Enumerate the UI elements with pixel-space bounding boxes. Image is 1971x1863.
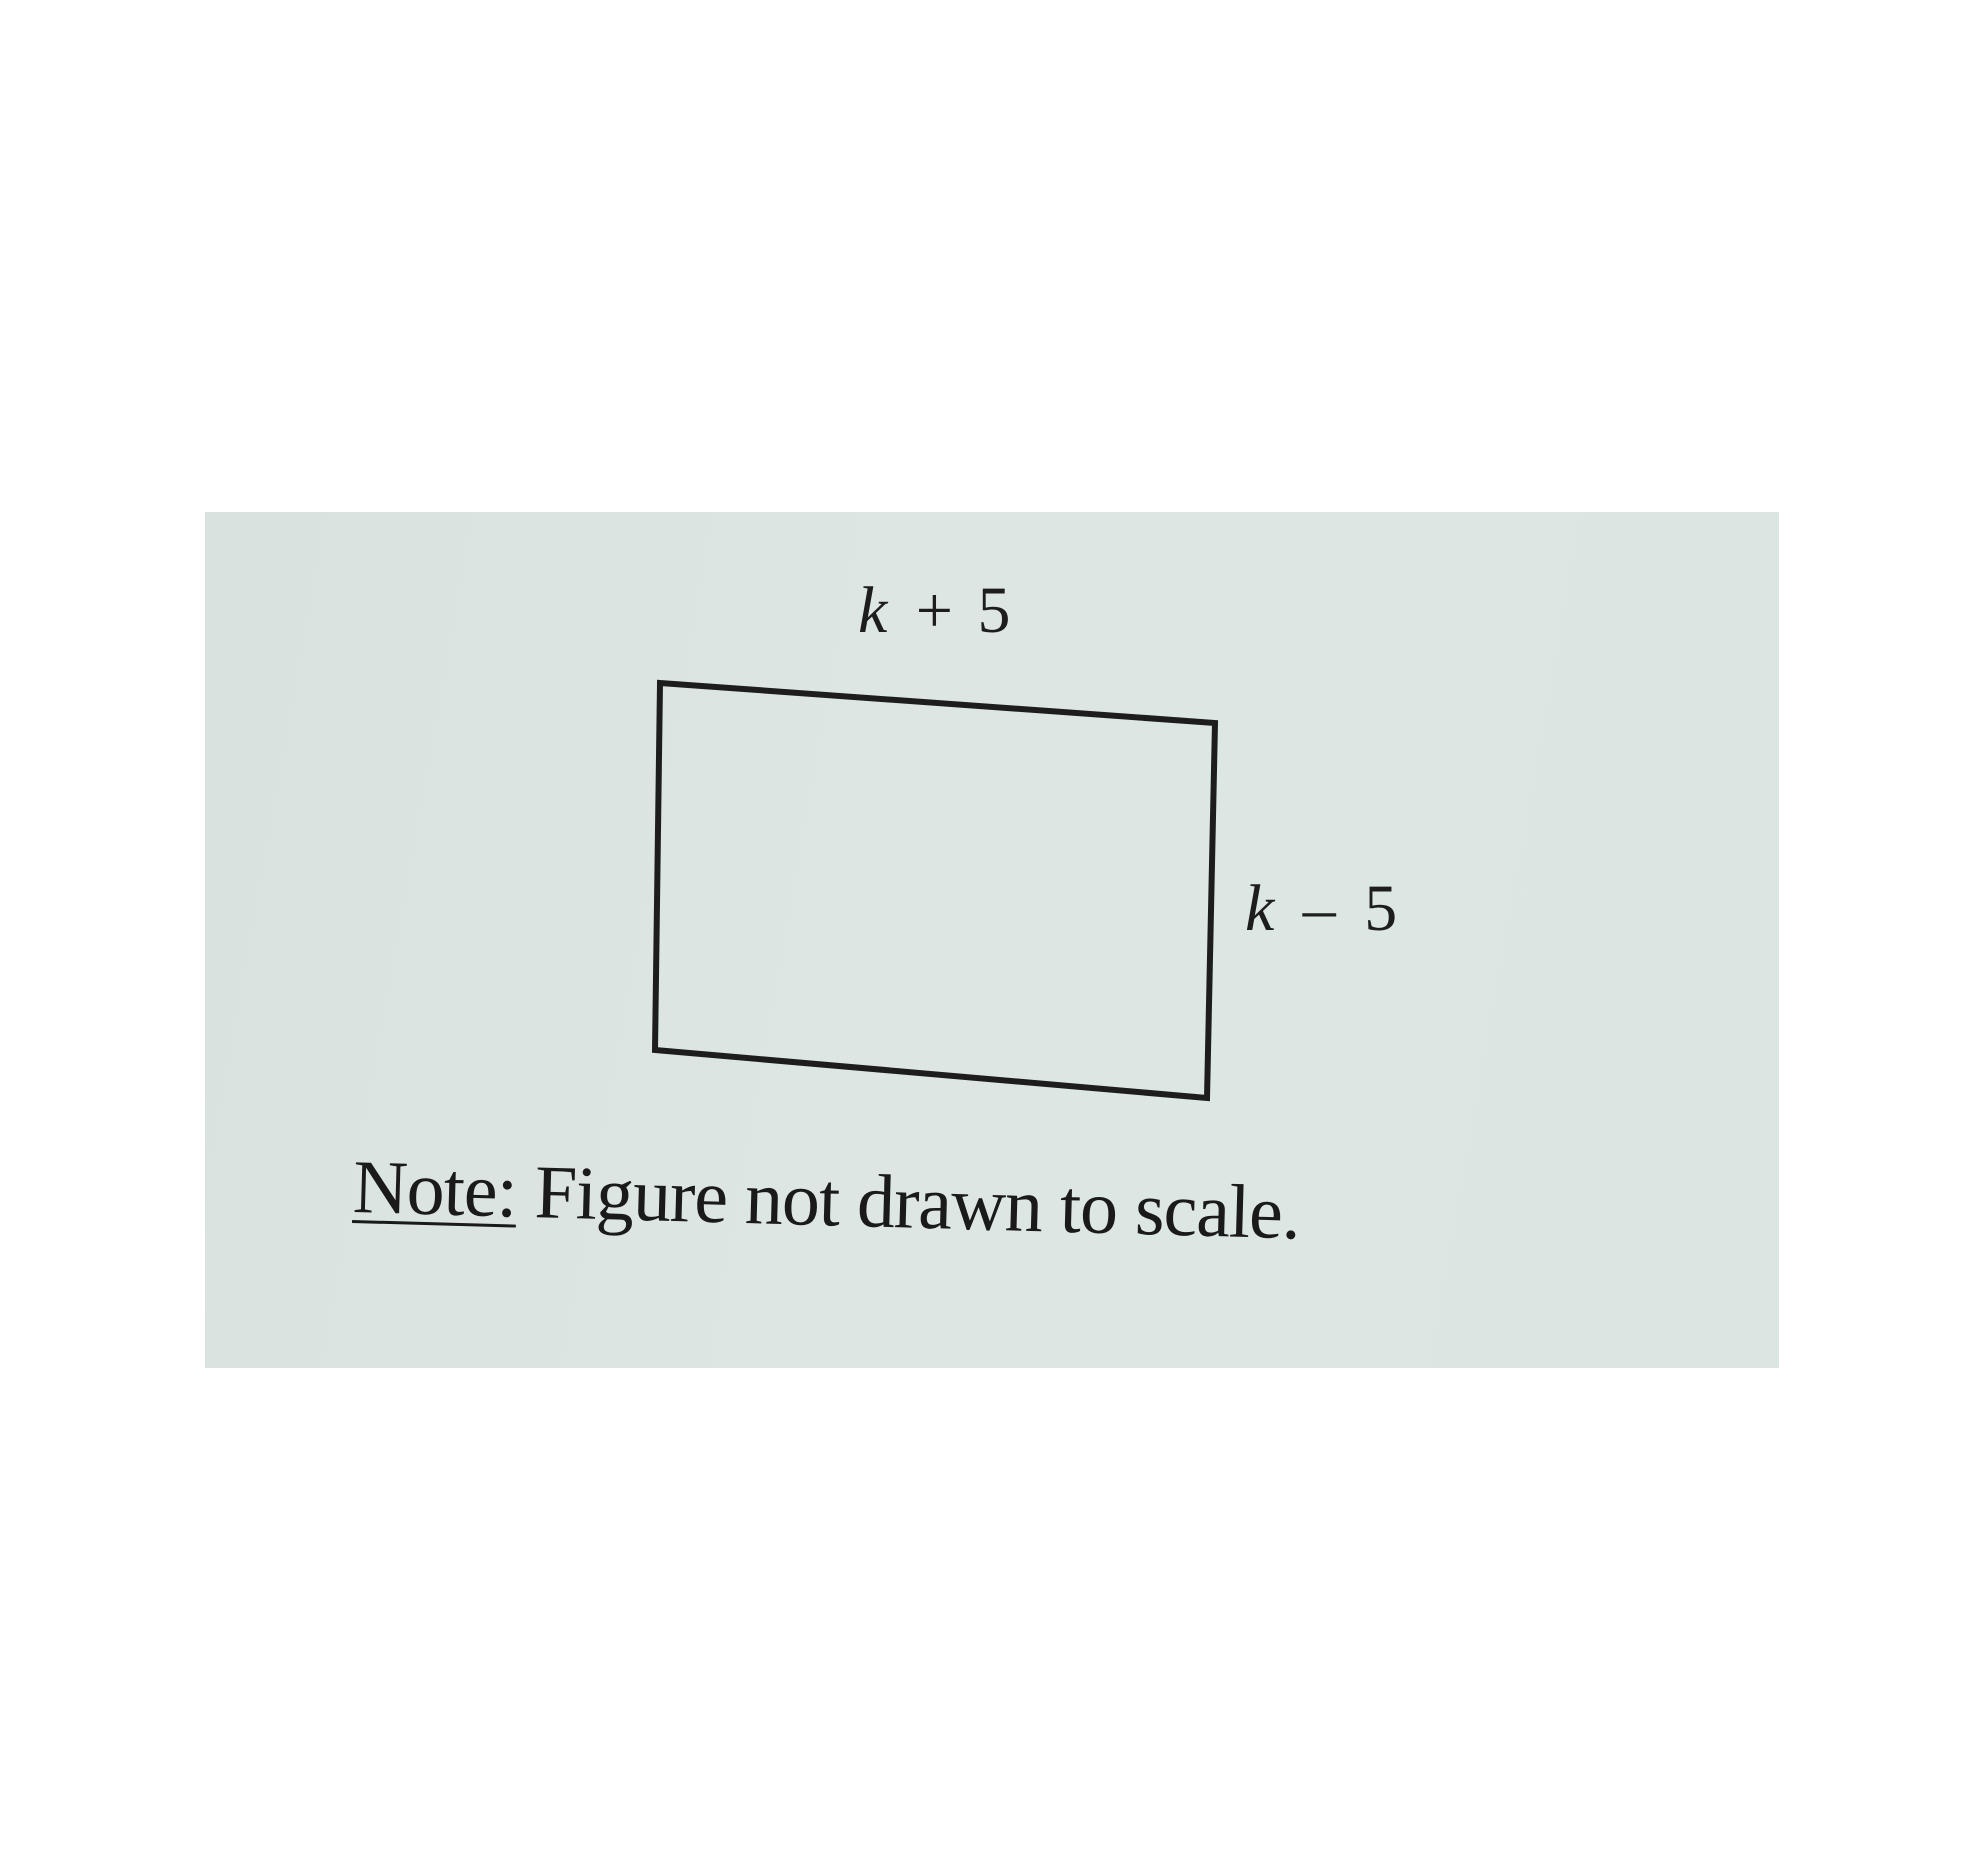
figure-photo [205,512,1779,1368]
right-side-label [1245,872,1397,945]
top-side-label [858,574,1011,647]
top-side-operator: + [915,574,954,647]
right-side-variable: k [1245,872,1275,945]
top-side-constant: 5 [977,574,1011,647]
note-text: Figure not drawn to scale. [533,1150,1302,1256]
right-side-constant: 5 [1364,872,1398,945]
rectangle-shape [655,683,1215,1098]
note-label: Note: [351,1145,518,1234]
right-side-operator: – [1302,872,1336,945]
top-side-variable: k [858,574,888,647]
